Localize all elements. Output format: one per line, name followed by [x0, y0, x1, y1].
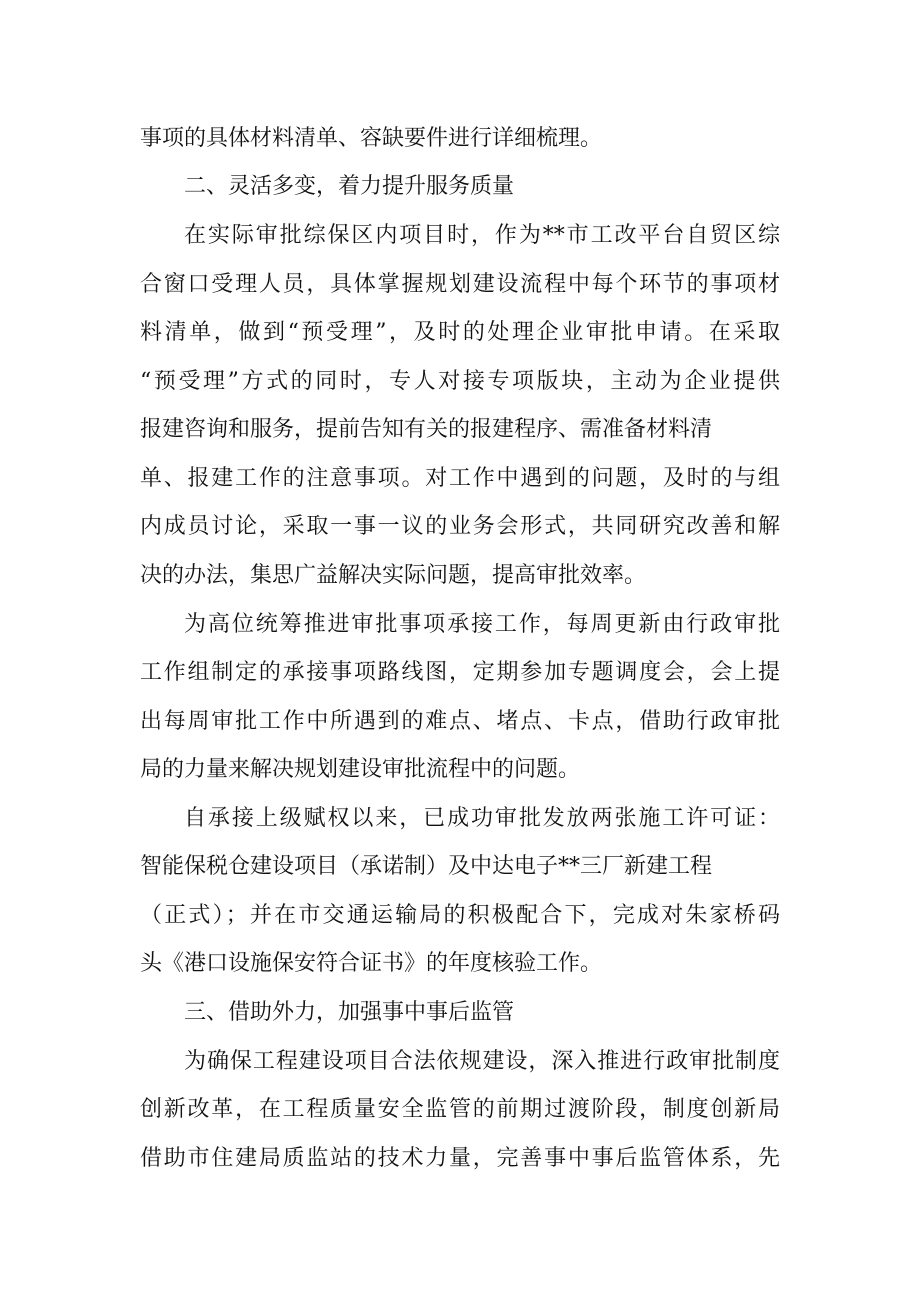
text-line: 事项的具体材料清单、容缺要件进行详细梳理。: [140, 126, 603, 151]
text-line: 工作组制定的承接事项路线图，定期参加专题调度会，会上提: [140, 660, 780, 685]
text-line: 单、报建工作的注意事项。对工作中遇到的问题，及时的与组: [140, 466, 780, 491]
text-line: 料清单，做到“预受理”，及时的处理企业审批申请。在采取: [140, 320, 780, 345]
text-line: 自承接上级赋权以来，已成功审批发放两张施工许可证：: [184, 806, 780, 831]
text-line: 内成员讨论，采取一事一议的业务会形式，共同研究改善和解: [140, 514, 780, 539]
text-line: 局的力量来解决规划建设审批流程中的问题。: [140, 757, 581, 782]
text-line: （正式）；并在市交通运输局的积极配合下，完成对朱家桥码: [140, 903, 780, 928]
text-line: 创新改革，在工程质量安全监管的前期过渡阶段，制度创新局: [140, 1097, 780, 1122]
text-line: 智能保税仓建设项目（承诺制）及中达电子**三厂新建工程: [140, 854, 713, 879]
text-line: 为确保工程建设项目合法依规建设，深入推进行政审批制度: [184, 1049, 780, 1074]
text-line: 头《港口设施保安符合证书》的年度核验工作。: [140, 951, 603, 976]
text-line: 报建咨询和服务，提前告知有关的报建程序、需准备材料清: [140, 417, 713, 442]
text-line: “预受理”方式的同时，专人对接专项版块，主动为企业提供: [140, 369, 780, 394]
text-line: 合窗口受理人员，具体掌握规划建设流程中每个环节的事项材: [140, 272, 780, 297]
text-line: 决的办法，集思广益解决实际问题，提高审批效率。: [140, 563, 647, 588]
text-line: 为高位统筹推进审批事项承接工作，每周更新由行政审批: [184, 612, 780, 637]
section-heading: 三、借助外力，加强事中事后监管: [184, 1000, 515, 1025]
section-heading: 二、灵活多变，着力提升服务质量: [184, 174, 515, 199]
text-line: 借助市住建局质监站的技术力量，完善事中事后监管体系，先: [140, 1146, 780, 1171]
text-line: 出每周审批工作中所遇到的难点、堵点、卡点，借助行政审批: [140, 709, 780, 734]
text-line: 在实际审批综保区内项目时，作为**市工改平台自贸区综: [184, 223, 780, 248]
